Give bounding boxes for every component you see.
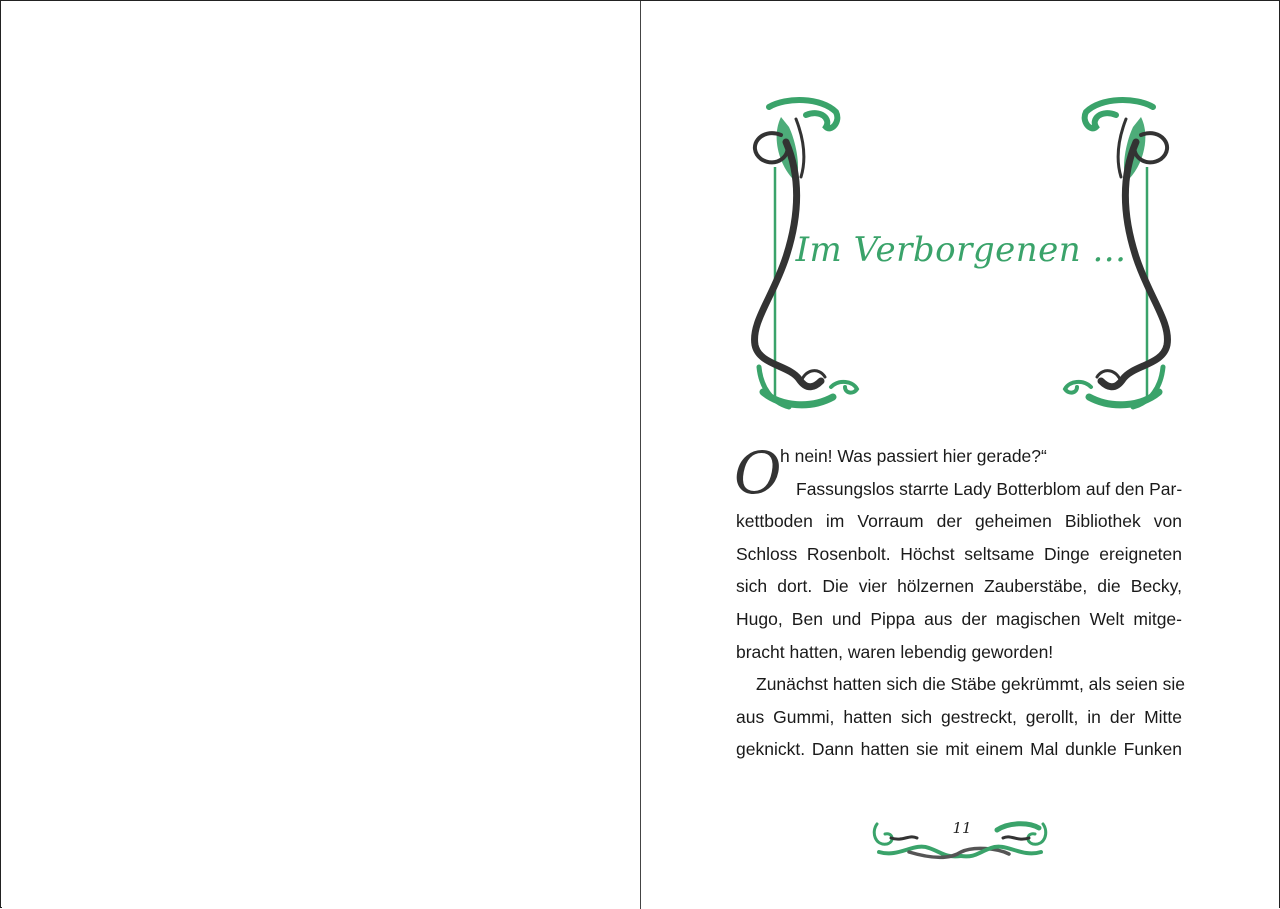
body-line-5: sich dort. Die vier hölzernen Zauberstäbe, die Becky, [736, 576, 1182, 597]
chapter-body-text [734, 439, 1185, 766]
body-line-10: geknickt. Dann hatten sie mit einem Mal dunkle Funken [736, 739, 1182, 760]
body-line-3: kettboden im Vorraum der geheimen Bibliothek von [736, 511, 1182, 532]
body-line-4: Schloss Rosenbolt. Höchst seltsame Dinge ereigneten [736, 543, 1182, 564]
body-line-6: Hugo, Ben und Pippa aus der magischen Welt mitge- [736, 608, 1182, 629]
chapter-title: Im Verborgenen ... [795, 230, 1127, 270]
body-line-7: bracht hatten, waren lebendig geworden! [736, 641, 1054, 662]
body-line-2: Fassungslos starrte Lady Botterblom auf den Par- [796, 478, 1183, 499]
drop-cap: O [734, 439, 782, 507]
right-page [641, 2, 1279, 908]
page-number: 11 [952, 819, 972, 837]
body-line-8: Zunächst hatten sich die Stäbe gekrümmt, als seien sie [756, 674, 1185, 695]
body-line-text: h nein! Was passiert hier gerade?“ [780, 446, 1047, 466]
body-line-9: aus Gummi, hatten sich gestreckt, gerollt, in der Mitte [736, 706, 1182, 727]
left-page-blank [2, 2, 640, 908]
